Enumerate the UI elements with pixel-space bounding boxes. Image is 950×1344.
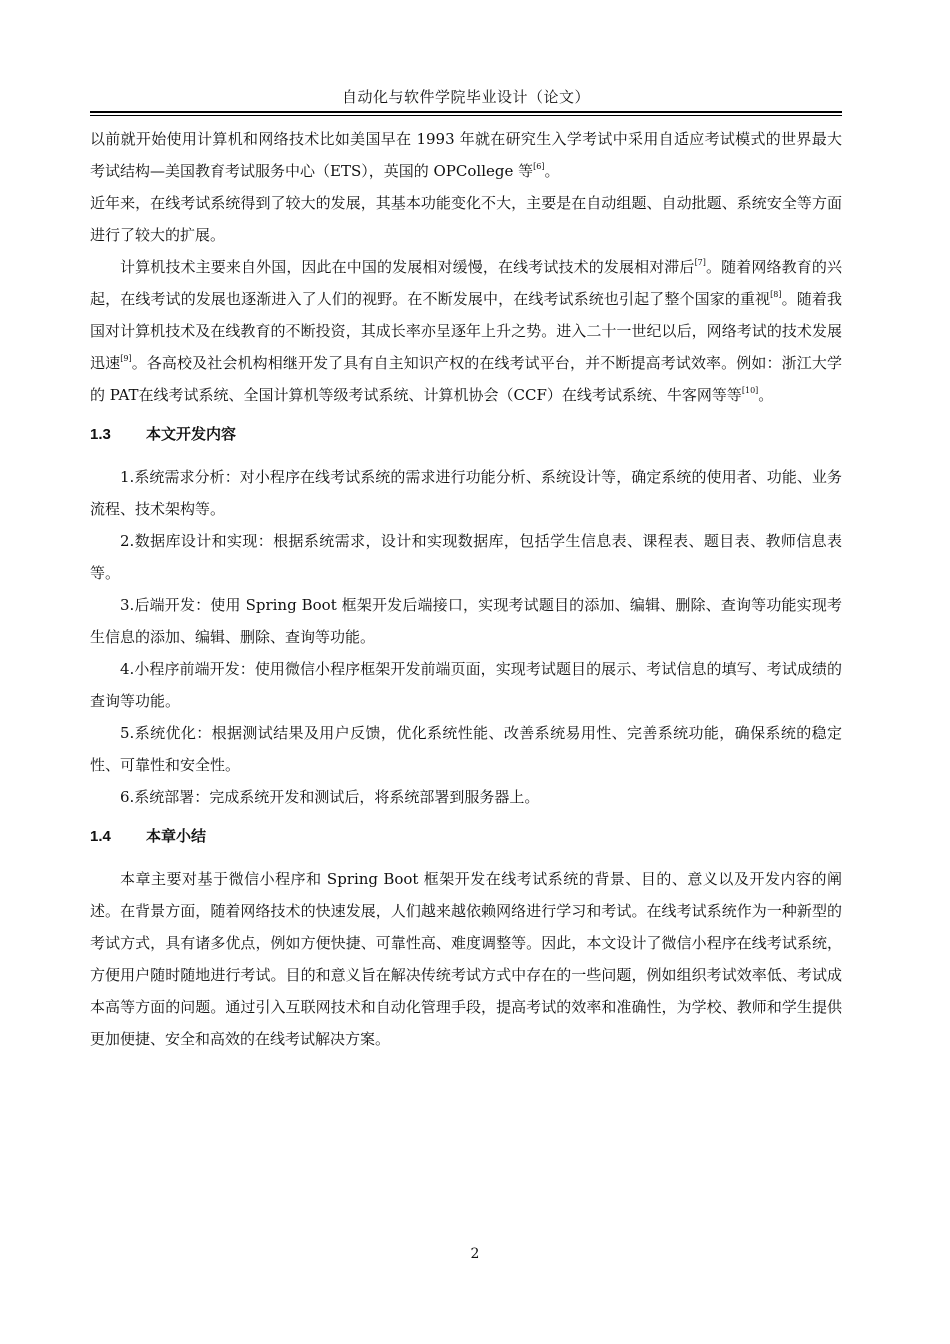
paragraph-text: 计算机技术主要来自外国，因此在中国的发展相对缓慢，在线考试技术的发展相对滞后 — [120, 258, 695, 276]
section-number: 1.4 — [90, 828, 111, 845]
citation: [8] — [770, 290, 782, 299]
paragraph-text: 。 — [758, 386, 774, 404]
paragraph-text: 以前就开始使用计算机和网络技术比如美国早在 1993 年就在研究生入学考试中采用自适应考试模式的世界最大考试结构—美国教育考试服务中心（ETS），英国的 OPCollege 等 — [90, 130, 842, 180]
list-item: 2.数据库设计和实现：根据系统需求，设计和实现数据库，包括学生信息表、课程表、题目表、教师信息表等。 — [90, 532, 842, 582]
intro-paragraph-3 — [90, 251, 842, 411]
page-header-title: 自动化与软件学院毕业设计（论文） — [341, 88, 590, 106]
section-title: 本文开发内容 — [146, 426, 237, 443]
page-number: 2 — [470, 1246, 480, 1262]
list-item: 5.系统优化：根据测试结果及用户反馈，优化系统性能、改善系统易用性、完善系统功能，确保系统的稳定性、可靠性和安全性。 — [90, 724, 842, 774]
list-item: 1.系统需求分析：对小程序在线考试系统的需求进行功能分析、系统设计等，确定系统的使用者、功能、业务流程、技术架构等。 — [90, 468, 842, 518]
section-heading-1-3 — [90, 419, 842, 451]
citation: [10] — [741, 386, 759, 395]
citation: [6] — [533, 162, 545, 171]
list-item: 4.小程序前端开发：使用微信小程序框架开发前端页面，实现考试题目的展示、考试信息的填写、考试成绩的查询等功能。 — [90, 660, 842, 710]
paragraph-text: 。随着网络教育的兴起，在线考试的发展也逐渐进入了人们的视野。在不断发展中，在线考试系统也引起了整个国家的重视 — [90, 258, 842, 308]
paragraph-text: 。随着我国对计算机技术及在线教育的不断投资，其成长率亦呈逐年上升之势。进入二十一世纪以后，网络考试的技术发展迅速 — [90, 290, 842, 372]
intro-paragraph-1 — [90, 123, 842, 187]
citation: [9] — [120, 354, 132, 363]
header-rule-thick — [90, 111, 842, 113]
intro-paragraph-2: 近年来，在线考试系统得到了较大的发展，其基本功能变化不大，主要是在自动组题、自动批题、系统安全等方面进行了较大的扩展。 — [90, 194, 842, 244]
document-body — [90, 123, 842, 1055]
section-title: 本章小结 — [146, 828, 207, 845]
paragraph-text: 。各高校及社会机构相继开发了具有自主知识产权的在线考试平台，并不断提高考试效率。例如：浙江大学的 PAT在线考试系统、全国计算机等级考试系统、计算机协会（CCF）在线考试系统、牛客网等等 — [90, 354, 842, 404]
paragraph-text: 。 — [544, 162, 560, 180]
header-rule-thin — [90, 115, 842, 116]
section-heading-1-4 — [90, 821, 842, 853]
summary-paragraph: 本章主要对基于微信小程序和 Spring Boot 框架开发在线考试系统的背景、目的、意义以及开发内容的阐述。在背景方面，随着网络技术的快速发展，人们越来越依赖网络进行学习和考试。在线考试系统作为一种新型的考试方式，具有诸多优点，例如方便快捷、可靠性高、难度调整等。因此，本文设计了微信小程序在线考试系统，方便用户随时随地进行考试。目的和意义旨在解决传统考试方式中存在的一些问题，例如组织考试效率低、考试成本高等方面的问题。通过引入互联网技术和自动化管理手段，提高考试的效率和准确性，为学校、教师和学生提供更加便捷、安全和高效的在线考试解决方案。 — [90, 870, 842, 1048]
citation: [7] — [694, 258, 706, 267]
list-item: 6.系统部署：完成系统开发和测试后，将系统部署到服务器上。 — [120, 788, 540, 806]
list-item: 3.后端开发：使用 Spring Boot 框架开发后端接口，实现考试题目的添加、编辑、删除、查询等功能实现考生信息的添加、编辑、删除、查询等功能。 — [90, 596, 842, 646]
section-number: 1.3 — [90, 426, 111, 443]
